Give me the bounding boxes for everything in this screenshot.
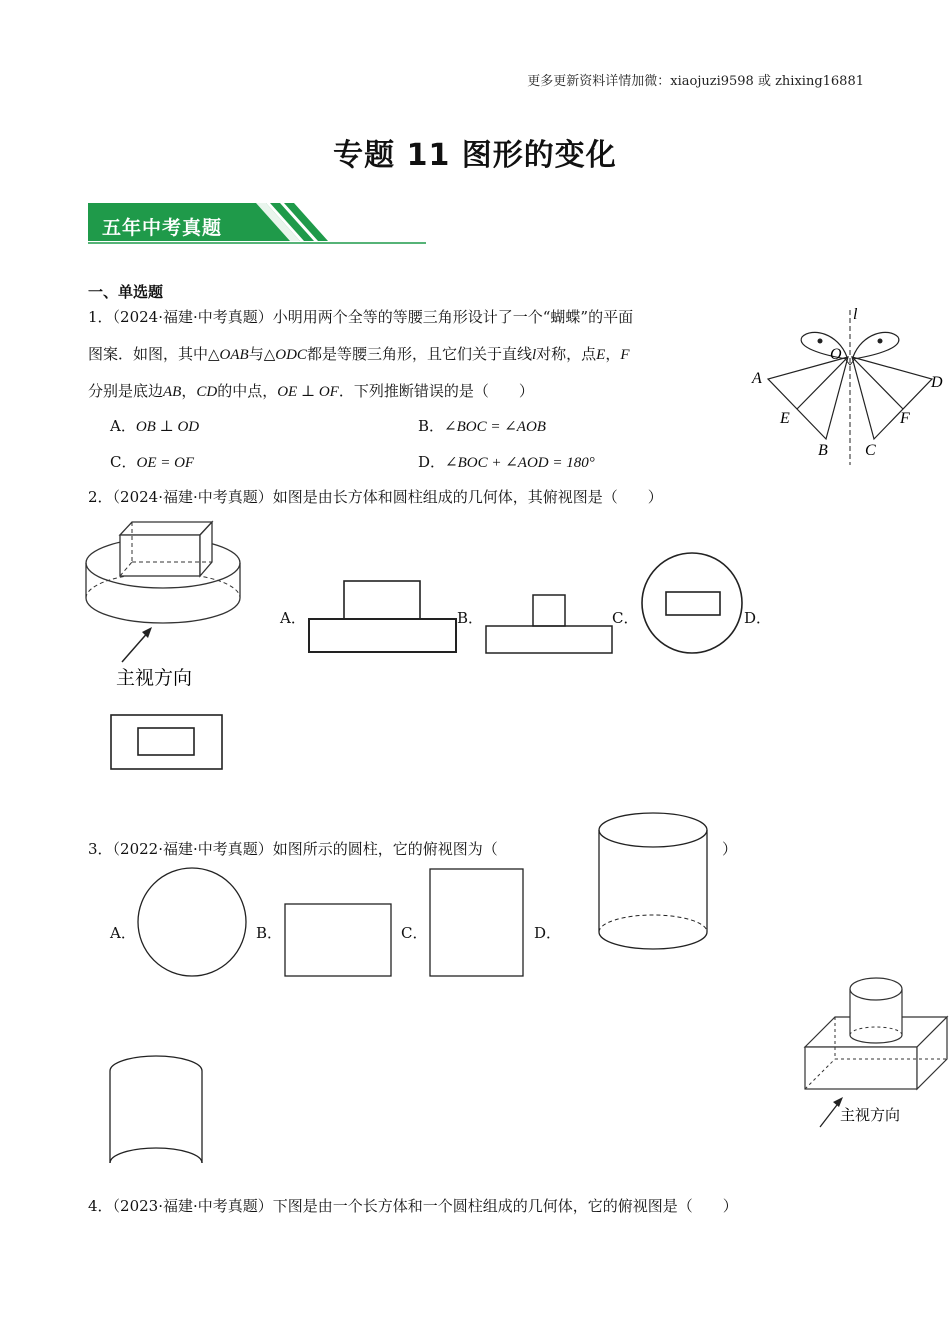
q2-label-d[interactable]: D．	[744, 609, 772, 627]
label-c: C	[865, 442, 876, 459]
q2-option-c-figure[interactable]	[640, 553, 746, 655]
q3-option-d-figure[interactable]	[109, 1054, 205, 1166]
banner-label: 五年中考真题	[102, 217, 223, 239]
q3-option-b-figure[interactable]	[284, 903, 394, 979]
q4-solid-figure	[800, 975, 950, 1130]
q3-label-c[interactable]: C．	[401, 924, 428, 942]
q3-option-a-figure[interactable]	[137, 867, 249, 979]
q3-cylinder-figure	[598, 812, 710, 954]
label-d: D	[931, 374, 943, 391]
q2-option-b-figure[interactable]	[485, 594, 615, 656]
butterfly-figure	[750, 305, 950, 470]
label-o: O	[830, 346, 842, 363]
header-note: 更多更新资料详情加微：xiaojuzi9598 或 zhixing16881	[527, 74, 864, 89]
q2-solid-figure	[80, 515, 260, 695]
q1-option-d[interactable]: D．∠BOC + ∠AOD = 180°	[418, 453, 595, 471]
q3-label-d[interactable]: D．	[534, 924, 562, 942]
label-l: l	[853, 306, 858, 323]
q2-text: 2．（2024·福建·中考真题）如图是由长方体和圆柱组成的几何体，其俯视图是（ ）	[88, 488, 663, 506]
label-f: F	[900, 410, 910, 427]
q3-label-a[interactable]: A．	[110, 924, 136, 942]
q2-label-c[interactable]: C．	[612, 609, 639, 627]
q2-option-d-figure[interactable]	[110, 714, 224, 771]
q1-option-a[interactable]: A．OB ⊥ OD	[110, 417, 200, 435]
label-e: E	[780, 410, 790, 427]
q3-label-b[interactable]: B．	[256, 924, 283, 942]
q2-label-b[interactable]: B．	[457, 609, 484, 627]
q1-option-b[interactable]: B．∠BOC = ∠AOB	[418, 417, 546, 435]
q3-close-paren: ）	[722, 840, 738, 858]
q2-label-a[interactable]: A．	[280, 609, 306, 627]
q1-option-c[interactable]: C．OE = OF	[110, 453, 195, 471]
q3-text: 3．（2022·福建·中考真题）如图所示的圆柱，它的俯视图为（	[88, 840, 498, 858]
q3-option-c-figure[interactable]	[429, 868, 526, 979]
q1-line1: 1．（2024·福建·中考真题）小明用两个全等的等腰三角形设计了一个“蝴蝶”的平面	[88, 308, 634, 326]
page-title: 专题 11 图形的变化	[333, 138, 617, 173]
q4-text: 4．（2023·福建·中考真题）下图是由一个长方体和一个圆柱组成的几何体，它的俯视图是（ ）	[88, 1197, 738, 1215]
q1-line2: 图案．如图，其中△OAB与△ODC都是等腰三角形，且它们关于直线l对称，点E，F	[88, 345, 630, 363]
q2-caption: 主视方向	[116, 667, 193, 689]
label-a: A	[752, 370, 762, 387]
label-b: B	[818, 442, 828, 459]
q2-option-a-figure[interactable]	[308, 580, 458, 655]
q1-line3: 分别是底边AB，CD的中点，OE ⊥ OF．下列推断错误的是（ ）	[88, 382, 534, 400]
q4-caption: 主视方向	[840, 1106, 901, 1124]
section-heading: 一、单选题	[88, 283, 164, 301]
